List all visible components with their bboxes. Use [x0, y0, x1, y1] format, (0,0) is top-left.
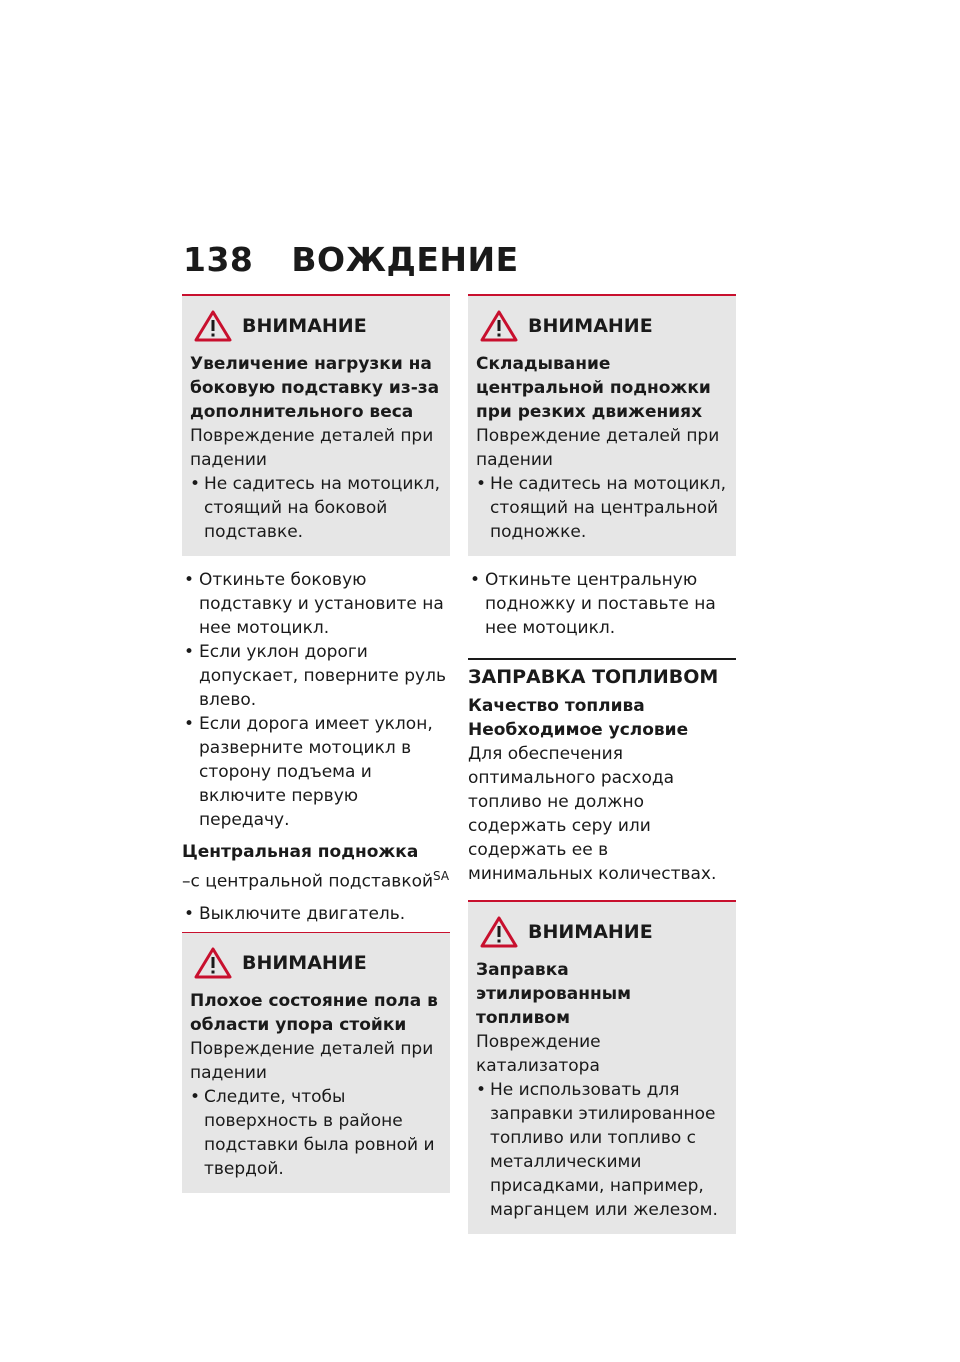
warning-label: ВНИМАНИЕ [528, 315, 653, 337]
warning-header [190, 947, 440, 979]
step-item: • Выключите двигатель. [182, 902, 450, 933]
warning-instruction: • Не использовать для заправки этилированное топливо или топливо с металлическими присадками, например, марганцем или железом. [476, 1078, 726, 1222]
warning-header [476, 916, 726, 948]
warning-instruction: • Не садитесь на мотоцикл, стоящий на центральной подножке. [476, 472, 726, 544]
subsection-heading: Качество топлива [468, 696, 645, 716]
warning-consequence: Повреждение деталей при падении [190, 1038, 434, 1083]
step-item: • Если уклон дороги допускает, поверните руль влево. [182, 640, 450, 712]
requirement-paragraph: Для обеспечения оптимального расхода топливо не должно содержать серу или содержать ее в минимальных количествах. [468, 744, 717, 884]
warning-instruction: • Следите, чтобы поверхность в районе подставки была ровной и твердой. [190, 1085, 440, 1181]
warning-triangle-icon [480, 310, 518, 342]
warning-title: Заправка этилированным топливом [476, 960, 632, 1028]
warning-title: Увеличение нагрузки на боковую подставку из-за дополнительного веса [190, 354, 440, 422]
warning-header [476, 310, 726, 342]
warning-header [190, 310, 440, 342]
warning-title: Складывание центральной подножки при резких движениях [476, 354, 711, 422]
warning-box-side-stand [182, 294, 450, 556]
warning-consequence: Повреждение деталей при падении [190, 426, 434, 470]
warning-triangle-icon [194, 310, 232, 342]
section-heading: ЗАПРАВКА ТОПЛИВОМ [468, 658, 736, 688]
subsection-heading: Центральная подножка [182, 842, 419, 862]
step-item: • Если дорога имеет уклон, разверните мотоцикл в сторону подъема и включите первую передачу. [182, 712, 450, 832]
warning-label: ВНИМАНИЕ [242, 951, 367, 974]
page-header [183, 240, 519, 279]
warning-label: ВНИМАНИЕ [242, 315, 367, 337]
page-number: 138 [183, 240, 254, 279]
warning-instruction: • Не садитесь на мотоцикл, стоящий на боковой подставке. [190, 472, 440, 544]
option-superscript: SA [433, 869, 450, 883]
left-column [182, 294, 450, 1205]
option-text: с центральной подставкой [190, 871, 434, 892]
warning-triangle-icon [194, 947, 232, 979]
warning-box-center-stand [468, 294, 736, 556]
warning-consequence: Повреждение деталей при падении [476, 426, 720, 470]
step-item: • Откиньте боковую подставку и установите на нее мотоцикл. [182, 568, 450, 640]
step-item: • Откиньте центральную подножку и поставьте на нее мотоцикл. [468, 568, 736, 640]
warning-box-floor [182, 933, 450, 1193]
right-column [468, 294, 736, 1246]
warning-label: ВНИМАНИЕ [528, 921, 653, 943]
warning-triangle-icon [480, 916, 518, 948]
warning-box-leaded-fuel [468, 900, 736, 1234]
subsection-heading: Необходимое условие [468, 720, 689, 740]
warning-title: Плохое состояние пола в области упора стойки [190, 990, 438, 1035]
option-line: –с центральной подставкой$^{SA}$ [182, 869, 450, 892]
warning-consequence: Повреждение катализатора [476, 1032, 601, 1076]
page-title: ВОЖДЕНИЕ [291, 240, 519, 279]
